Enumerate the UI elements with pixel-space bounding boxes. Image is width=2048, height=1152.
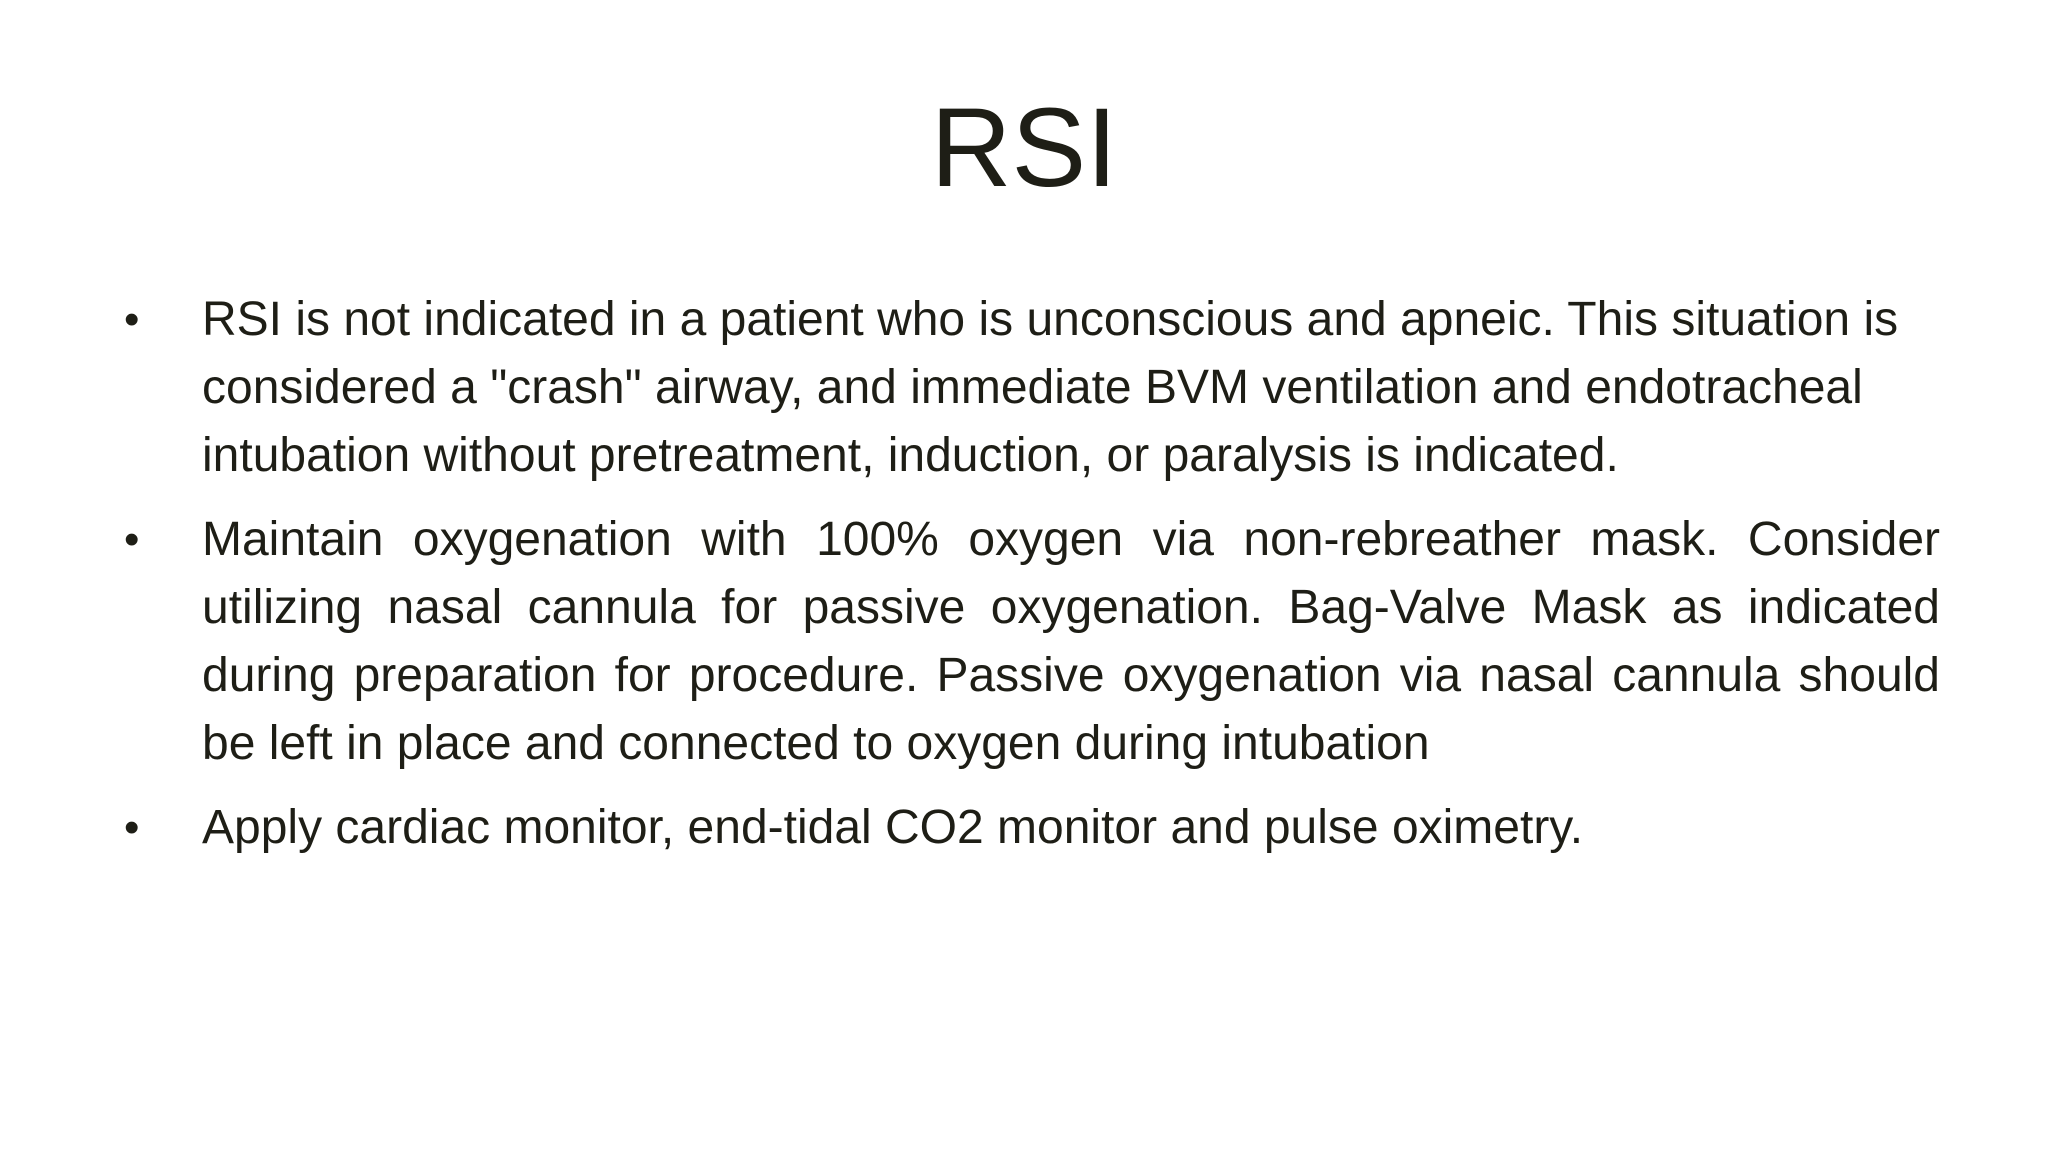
- bullet-text: Apply cardiac monitor, end-tidal CO2 monitor and pulse oximetry.: [202, 801, 1584, 854]
- slide-title: RSI: [930, 85, 1118, 210]
- bullet-text: Maintain oxygenation with 100% oxygen via non-rebreather mask. Consider utilizing nasal cannula for passive oxygenation. Bag-Valve Mask as indicated during preparation for procedure. Passive oxygenation via nasal cannula should be left in place and connected to oxygen during intubation: [202, 513, 1940, 770]
- bullet-item: [118, 794, 1940, 862]
- bullet-item: [118, 286, 1940, 490]
- bullet-marker: •: [124, 515, 140, 564]
- bullet-text: RSI is not indicated in a patient who is unconscious and apneic. This situation is considered a "crash" airway, and immediate BVM ventilation and endotracheal intubation without pretreatment, induction, or paralysis is indicated.: [202, 293, 1899, 482]
- bullet-marker: •: [124, 295, 140, 344]
- bullet-marker: •: [124, 803, 140, 852]
- bullet-list: [118, 286, 1940, 878]
- bullet-item: [118, 506, 1940, 778]
